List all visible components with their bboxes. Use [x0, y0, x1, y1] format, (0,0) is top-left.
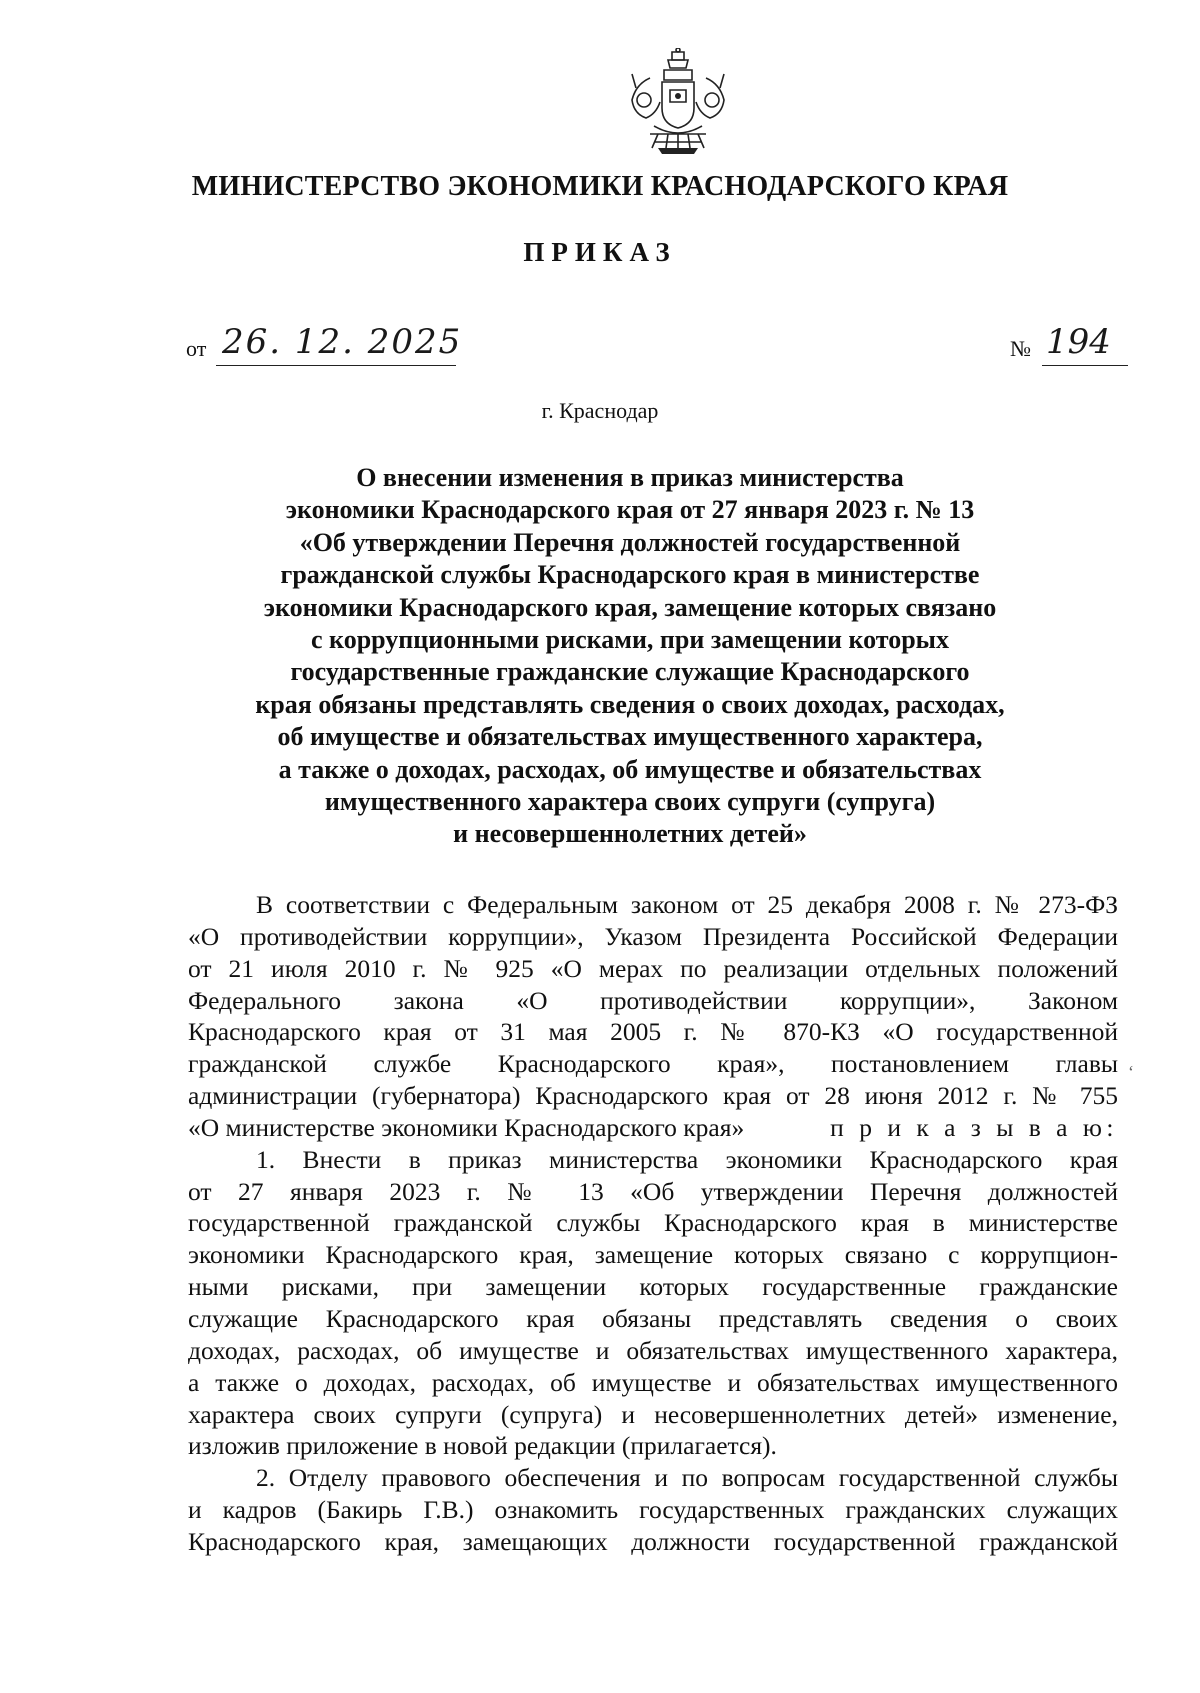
body-line: доходах, расходах, об имуществе и обязательствах имущественного характера, [188, 1335, 1118, 1365]
body-line: 2. Отделу правового обеспечения и по вопросам государственной службы [256, 1463, 1118, 1493]
body-line: экономики Краснодарского края, замещение которых связано с коррупцион- [188, 1240, 1118, 1270]
handwritten-number: 194 [1046, 322, 1111, 362]
title-line: гражданской службы Краснодарского края в министерстве [280, 560, 980, 590]
title-line: а также о доходах, расходах, об имуществе и обязательствах [278, 754, 982, 784]
number-prefix: № [1010, 336, 1031, 361]
body-line: характера своих супруги (супруга) и несовершеннолетних детей» изменение, [188, 1399, 1118, 1429]
body-line: Федерального закона «О противодействии коррупции», Законом [188, 985, 1118, 1015]
document-body [188, 889, 1118, 1558]
body-line: В соответствии с Федеральным законом от 25 декабря 2008 г. № 273-ФЗ [256, 890, 1118, 919]
coat-of-arms-icon [624, 48, 732, 158]
body-line: «О противодействии коррупции», Указом Президента Российской Федерации [188, 921, 1118, 951]
title-line: экономики Краснодарского края, замещение которых связано [263, 592, 997, 622]
title-line: государственные гражданские служащие Краснодарского [290, 657, 970, 687]
title-line: об имуществе и обязательствах имущественного характера, [277, 722, 983, 752]
body-line: изложив приложение в новой редакции (прилагается). [188, 1431, 777, 1461]
title-line: края обязаны представлять сведения о своих доходах, расходах, [255, 689, 1005, 719]
scan-mark: ‘ [1128, 1062, 1134, 1082]
body-line: служащие Краснодарского края обязаны представлять сведения о своих [188, 1303, 1118, 1333]
title-line: с коррупционными рисками, при замещении которых [311, 625, 949, 655]
body-line: администрации (губернатора) Краснодарского края от 28 июня 2012 г. № 755 [188, 1081, 1118, 1111]
body-line: государственной гражданской службы Краснодарского края в министерстве [188, 1208, 1118, 1238]
city: г. Краснодар [541, 398, 659, 423]
document-type: ПРИКАЗ [523, 237, 677, 267]
title-line: О внесении изменения в приказ министерства [356, 463, 904, 492]
body-line-text: «О министерстве экономики Краснодарского края» [188, 1112, 745, 1142]
title-line: имущественного характера своих супруги (супруга) [324, 787, 936, 817]
number-underline [1042, 365, 1128, 366]
body-line: от 27 января 2023 г. № 13 «Об утверждении Перечня должностей [188, 1176, 1118, 1206]
body-line: Краснодарского края, замещающих должности государственной гражданской [188, 1526, 1118, 1556]
body-line: гражданской службе Краснодарского края», постановлением главы [188, 1049, 1118, 1079]
ministry-name: МИНИСТЕРСТВО ЭКОНОМИКИ КРАСНОДАРСКОГО КРАЯ [191, 171, 1009, 202]
title-line: и несовершеннолетних детей» [453, 819, 807, 849]
handwritten-date: 26. 12. 2025 [222, 322, 463, 362]
body-line: Краснодарского края от 31 мая 2005 г. № 870-КЗ «О государственной [188, 1017, 1118, 1047]
body-line: ными рисками, при замещении которых государственные гражданские [188, 1272, 1118, 1302]
body-line: и кадров (Бакирь Г.В.) ознакомить государственных гражданских служащих [188, 1495, 1118, 1525]
date-number-row [186, 322, 1118, 370]
body-line: от 21 июля 2010 г. № 925 «О мерах по реализации отдельных положений [188, 953, 1118, 983]
body-line: а также о доходах, расходах, об имуществе и обязательствах имущественного [188, 1367, 1118, 1397]
order-word: п р и к а з ы в а ю: [830, 1112, 1118, 1142]
date-underline [216, 365, 456, 366]
date-prefix: от [186, 336, 207, 361]
body-line: 1. Внести в приказ министерства экономики Краснодарского края [256, 1144, 1118, 1174]
document-title [200, 462, 1060, 851]
body-line [188, 1112, 1118, 1144]
title-line: «Об утверждении Перечня должностей государственной [299, 527, 961, 557]
title-line: экономики Краснодарского края от 27 января 2023 г. № 13 [285, 495, 975, 525]
